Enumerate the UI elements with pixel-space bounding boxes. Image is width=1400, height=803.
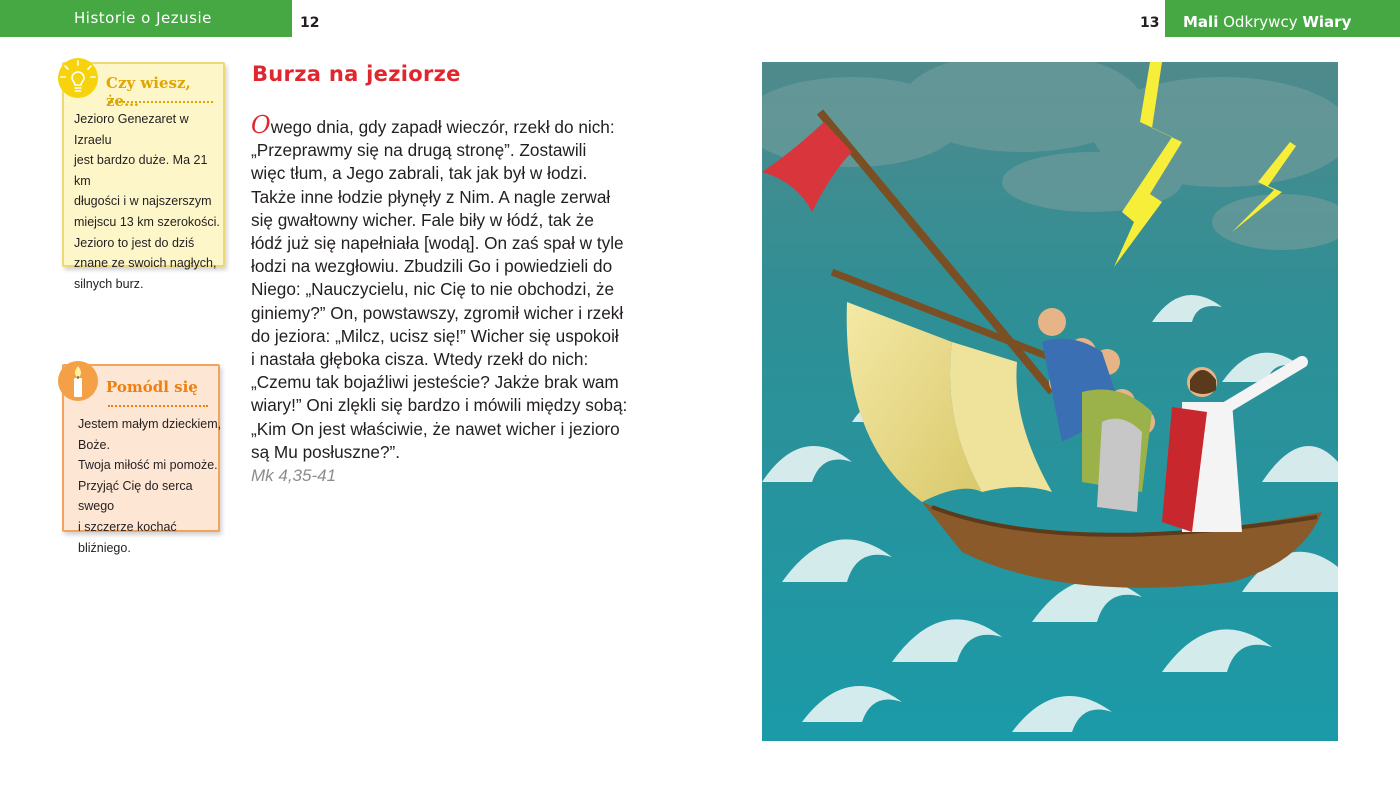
book-section-title: Historie o Jezusie <box>74 9 212 27</box>
story-line: giniemy?” On, powstawszy, zgromił wicher i rzekł <box>251 302 624 323</box>
candle-icon <box>56 359 100 403</box>
did-you-know-text <box>74 109 224 294</box>
prayer-line: Przyjąć Cię do serca swego <box>78 478 193 514</box>
story-line: i nastała głęboka cisza. Wtedy rzekł do nich: <box>251 349 589 370</box>
did-you-know-line: znane ze swoich nagłych, <box>74 256 217 271</box>
story-line: łodzi na wezgłowiu. Zbudzili Go i powiedzieli do <box>251 256 613 277</box>
story-text <box>251 111 651 464</box>
right-page-number: 13 <box>1140 15 1160 31</box>
storm-boat-illustration <box>762 62 1338 741</box>
did-you-know-line: długości i w najszerszym <box>74 194 212 209</box>
story-line: Niego: „Nauczycielu, nic Cię to nie obchodzi, że <box>251 279 615 300</box>
story-line: Także inne łodzie płynęły z Nim. A nagle zerwał <box>251 186 611 207</box>
story-line: są Mu posłuszne?”. <box>251 441 401 462</box>
story-line: więc tłum, a Jego zabrali, tak jak był w łodzi. <box>251 163 588 184</box>
story-title: Burza na jeziorze <box>252 62 461 86</box>
prayer-line: i szczerze kochać bliźniego. <box>78 519 177 555</box>
did-you-know-divider <box>108 101 213 103</box>
did-you-know-line: silnych burz. <box>74 276 144 291</box>
right-header-bar <box>1165 0 1400 37</box>
story-line: „Przeprawmy się na drugą stronę”. Zostawili <box>251 140 587 161</box>
prayer-line: Boże. <box>78 437 110 452</box>
series-title-word1: Mali <box>1183 13 1219 31</box>
bible-citation: Mk 4,35-41 <box>251 466 337 485</box>
story-line-text: wego dnia, gdy zapadł wieczór, rzekł do nich: <box>270 117 615 137</box>
story-line: łódź już się napełniała [wodą]. On zaś spał w tyle <box>251 233 624 254</box>
illustration-artwork <box>762 62 1338 741</box>
story-line: do jeziora: „Milcz, ucisz się!” Wicher się uspokoił <box>251 325 619 346</box>
story-line: „Kim On jest właściwie, że nawet wicher i jezioro <box>251 418 620 439</box>
prayer-divider <box>108 405 208 407</box>
did-you-know-line: Jezioro Genezaret w Izraelu <box>74 112 189 147</box>
prayer-text <box>78 414 223 558</box>
prayer-line: Twoja miłość mi pomoże. <box>78 458 218 473</box>
left-header-bar <box>0 0 292 37</box>
did-you-know-title: Czy wiesz, że… <box>106 74 191 110</box>
story-line: wiary!” Oni zlękli się bardzo i mówili między sobą: <box>251 395 628 416</box>
did-you-know-line: jest bardzo duże. Ma 21 km <box>74 153 208 188</box>
prayer-line: Jestem małym dzieckiem, <box>78 417 222 431</box>
left-page-number: 12 <box>300 15 320 31</box>
dropcap-letter: O <box>251 111 271 139</box>
story-line: się gwałtowny wicher. Fale biły w łódź, tak że <box>251 209 594 230</box>
series-title-word2: Odkrywcy <box>1223 13 1298 31</box>
story-line <box>251 111 651 139</box>
prayer-title: Pomódl się <box>106 378 198 396</box>
story-line: „Czemu tak bojaźliwi jesteście? Jakże brak wam <box>251 372 619 393</box>
light-bulb-icon <box>56 56 100 100</box>
did-you-know-line: miejscu 13 km szerokości. <box>74 214 220 229</box>
did-you-know-line: Jezioro to jest do dziś <box>74 235 195 250</box>
series-title-word3: Wiary <box>1302 13 1352 31</box>
